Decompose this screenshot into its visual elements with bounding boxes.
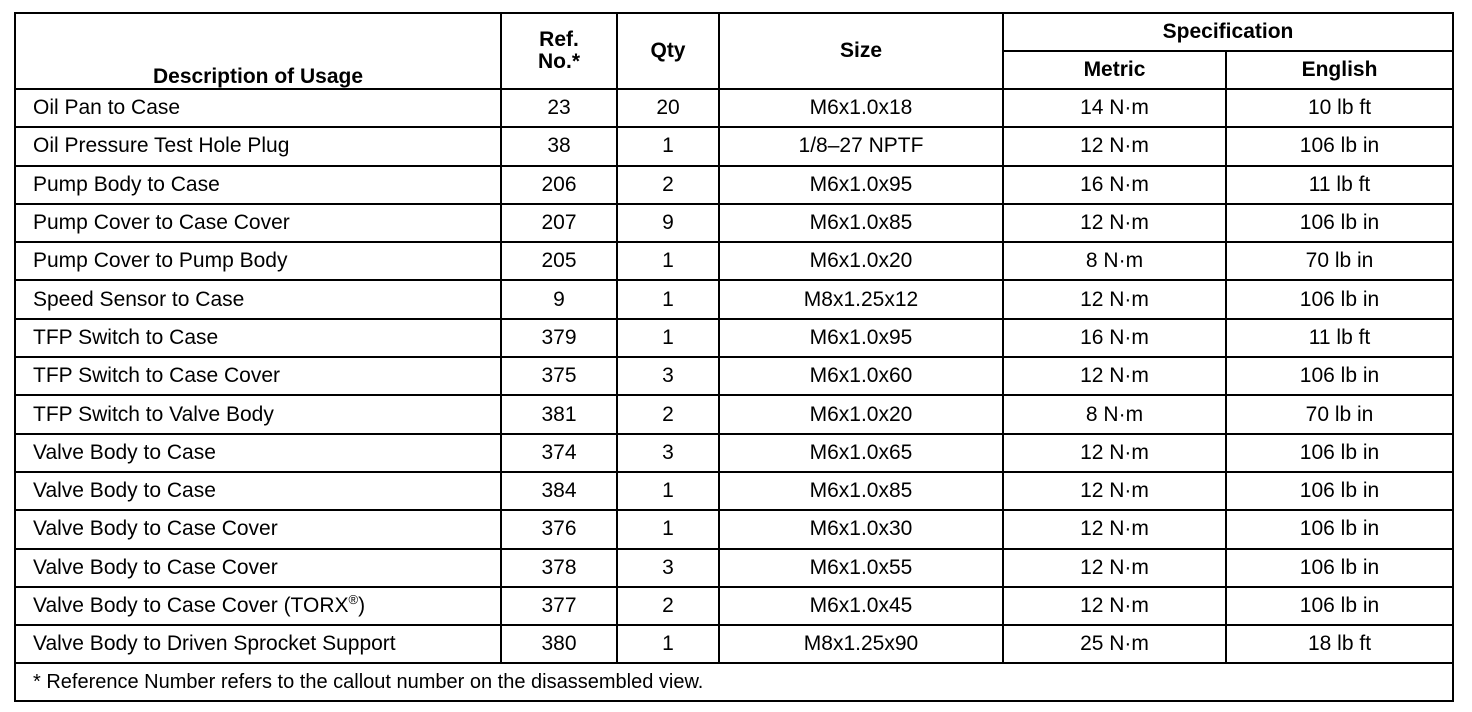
cell-english: 11 lb ft [1226,166,1453,204]
cell-metric: 12 N·m [1003,280,1226,318]
cell-english: 70 lb in [1226,395,1453,433]
cell-english: 106 lb in [1226,472,1453,510]
header-metric: Metric [1003,51,1226,89]
cell-metric: 12 N·m [1003,204,1226,242]
table-row [15,587,1453,625]
cell-english: 106 lb in [1226,434,1453,472]
cell-size: M6x1.0x55 [719,549,1003,587]
cell-qty: 9 [617,204,719,242]
cell-ref-no: 206 [501,166,617,204]
cell-metric: 16 N·m [1003,319,1226,357]
cell-qty: 2 [617,395,719,433]
header-row-top [15,13,1453,51]
table-row [15,395,1453,433]
cell-description: Valve Body to Case Cover [15,510,501,548]
cell-size: 1/8–27 NPTF [719,127,1003,165]
table-row [15,89,1453,127]
table-row [15,357,1453,395]
table-row [15,625,1453,663]
cell-qty: 1 [617,510,719,548]
cell-description: Oil Pan to Case [15,89,501,127]
table-row [15,549,1453,587]
table-row [15,280,1453,318]
cell-description: Pump Cover to Case Cover [15,204,501,242]
cell-ref-no: 378 [501,549,617,587]
cell-description: Valve Body to Case Cover (TORX®) [15,587,501,625]
cell-qty: 2 [617,587,719,625]
cell-ref-no: 23 [501,89,617,127]
cell-size: M6x1.0x30 [719,510,1003,548]
cell-size: M6x1.0x45 [719,587,1003,625]
footnote: * Reference Number refers to the callout number on the disassembled view. [15,663,1453,701]
table-row [15,204,1453,242]
table-row [15,510,1453,548]
cell-ref-no: 38 [501,127,617,165]
table-row [15,434,1453,472]
cell-ref-no: 381 [501,395,617,433]
cell-ref-no: 375 [501,357,617,395]
cell-size: M6x1.0x20 [719,395,1003,433]
cell-qty: 1 [617,242,719,280]
cell-english: 106 lb in [1226,357,1453,395]
cell-english: 106 lb in [1226,510,1453,548]
cell-ref-no: 380 [501,625,617,663]
header-qty: Qty [617,13,719,89]
table-row [15,319,1453,357]
cell-ref-no: 207 [501,204,617,242]
cell-qty: 1 [617,280,719,318]
cell-size: M6x1.0x65 [719,434,1003,472]
cell-metric: 12 N·m [1003,434,1226,472]
table-body [15,89,1453,663]
table-footer [15,663,1453,701]
cell-metric: 12 N·m [1003,587,1226,625]
cell-english: 70 lb in [1226,242,1453,280]
header-specification: Specification [1003,13,1453,51]
cell-size: M6x1.0x60 [719,357,1003,395]
cell-metric: 12 N·m [1003,549,1226,587]
cell-size: M8x1.25x12 [719,280,1003,318]
cell-english: 18 lb ft [1226,625,1453,663]
cell-metric: 12 N·m [1003,357,1226,395]
cell-metric: 25 N·m [1003,625,1226,663]
table-row [15,242,1453,280]
cell-qty: 1 [617,472,719,510]
header-description: Description of Usage [15,13,501,89]
cell-metric: 8 N·m [1003,395,1226,433]
cell-description: Pump Body to Case [15,166,501,204]
cell-metric: 14 N·m [1003,89,1226,127]
table-row [15,127,1453,165]
cell-english: 11 lb ft [1226,319,1453,357]
cell-english: 106 lb in [1226,204,1453,242]
header-size: Size [719,13,1003,89]
header-english: English [1226,51,1453,89]
table-row [15,166,1453,204]
cell-metric: 12 N·m [1003,127,1226,165]
torque-specification-table [14,12,1454,702]
cell-ref-no: 205 [501,242,617,280]
cell-metric: 16 N·m [1003,166,1226,204]
cell-qty: 20 [617,89,719,127]
cell-description: Valve Body to Case Cover [15,549,501,587]
footnote-row [15,663,1453,701]
cell-qty: 1 [617,625,719,663]
cell-english: 10 lb ft [1226,89,1453,127]
cell-size: M6x1.0x85 [719,204,1003,242]
cell-size: M6x1.0x95 [719,166,1003,204]
cell-size: M6x1.0x95 [719,319,1003,357]
cell-english: 106 lb in [1226,280,1453,318]
table-row [15,472,1453,510]
header-ref-no [501,13,617,89]
cell-description: Pump Cover to Pump Body [15,242,501,280]
cell-ref-no: 379 [501,319,617,357]
cell-size: M6x1.0x20 [719,242,1003,280]
cell-description: Valve Body to Case [15,434,501,472]
cell-english: 106 lb in [1226,127,1453,165]
cell-ref-no: 374 [501,434,617,472]
header-ref-no-label: Ref. No.* [538,27,580,73]
cell-qty: 2 [617,166,719,204]
cell-qty: 1 [617,127,719,165]
cell-size: M6x1.0x85 [719,472,1003,510]
cell-description: TFP Switch to Case [15,319,501,357]
cell-qty: 1 [617,319,719,357]
cell-description: Valve Body to Case [15,472,501,510]
cell-english: 106 lb in [1226,587,1453,625]
cell-ref-no: 9 [501,280,617,318]
cell-qty: 3 [617,357,719,395]
registered-mark: ® [348,592,359,607]
cell-size: M6x1.0x18 [719,89,1003,127]
cell-ref-no: 377 [501,587,617,625]
cell-description: Valve Body to Driven Sprocket Support [15,625,501,663]
cell-qty: 3 [617,549,719,587]
cell-qty: 3 [617,434,719,472]
table-header [15,13,1453,89]
cell-description: Oil Pressure Test Hole Plug [15,127,501,165]
cell-english: 106 lb in [1226,549,1453,587]
cell-metric: 8 N·m [1003,242,1226,280]
cell-description: TFP Switch to Valve Body [15,395,501,433]
cell-metric: 12 N·m [1003,510,1226,548]
cell-metric: 12 N·m [1003,472,1226,510]
cell-ref-no: 384 [501,472,617,510]
cell-description: TFP Switch to Case Cover [15,357,501,395]
cell-size: M8x1.25x90 [719,625,1003,663]
cell-ref-no: 376 [501,510,617,548]
cell-description: Speed Sensor to Case [15,280,501,318]
